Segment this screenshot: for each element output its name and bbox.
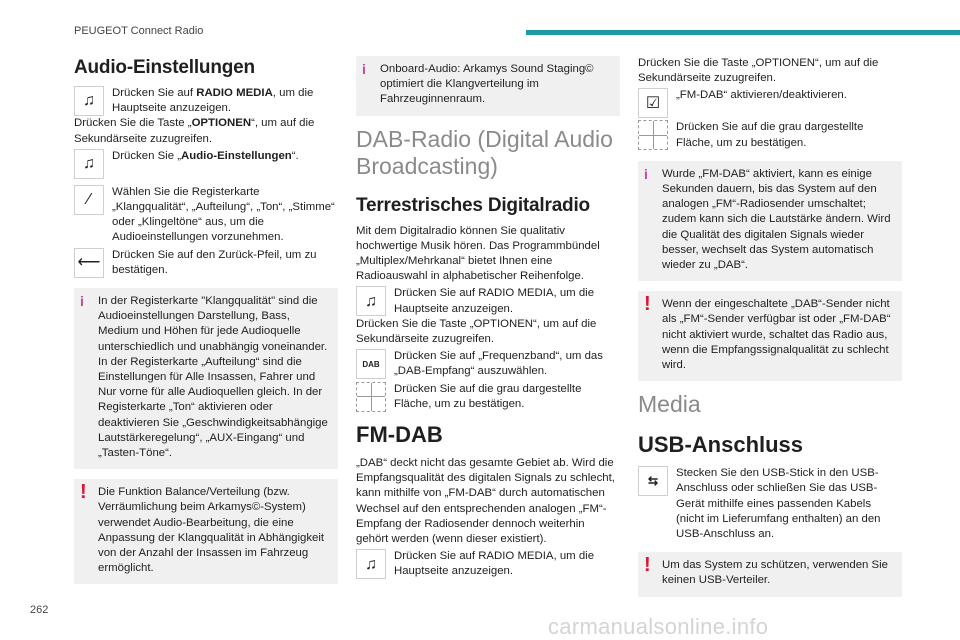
- back-arrow-icon: ⟵: [74, 248, 104, 278]
- warning-text: Wenn der eingeschaltete „DAB“-Sender nicht als „FM“-Sender verfügbar ist oder „FM-DAB“ nicht aktiviert wurde, schaltet das Radio aus, wenn die Empfangssignalqualität zu schlecht wird.: [662, 298, 891, 372]
- warning-text: Um das System zu schützen, verwenden Sie keinen USB-Verteiler.: [662, 559, 889, 587]
- grid-area-icon: [638, 120, 668, 150]
- step-text: Drücken Sie auf die grau dargestellte Fläche, um zu bestätigen.: [676, 121, 864, 149]
- info-icon: i: [362, 61, 366, 77]
- step: [356, 286, 620, 316]
- step-bold: RADIO MEDIA: [196, 87, 273, 99]
- step-text: Drücken Sie auf die grau dargestellte Fläche, um zu bestätigen.: [394, 382, 582, 410]
- step: [638, 466, 902, 542]
- step-text: Drücken Sie die Taste „OPTIONEN“, um auf die Sekundärseite zuzugreifen.: [356, 317, 597, 346]
- step-text: “.: [291, 149, 299, 162]
- info-text: Wurde „FM-DAB“ aktiviert, kann es einige Sekunden dauern, bis das System auf den analogen „FM“-Radiosender umschaltet; zudem kann sich die Lautstärke ändern. Wird die Qualität des digitalen Signals wieder besser, wechselt das System automatisch wieder zu „DAB“.: [662, 167, 891, 272]
- section-title-audio: Audio-Einstellungen: [74, 57, 255, 78]
- step-text: Drücken Sie auf RADIO MEDIA, um die Hauptseite anzuzeigen.: [394, 287, 595, 315]
- warning-box: [638, 291, 902, 381]
- music-settings-icon: ♫: [74, 149, 104, 179]
- step-text: Stecken Sie den USB-Stick in den USB-Anschluss oder schließen Sie das USB-Gerät mithilfe eines passenden Kabels (nicht im Lieferumfang enthalten) an den USB-Anschluss an.: [676, 467, 881, 541]
- running-header: PEUGEOT Connect Radio: [74, 25, 204, 37]
- step-text: Drücken Sie „: [112, 149, 182, 162]
- step-text: Drücken Sie auf „Frequenzband“, um das „DAB-Empfang“ auszuwählen.: [394, 350, 603, 378]
- step-text: Wählen Sie die Registerkarte „Klangqualität“, „Aufteilung“, „Ton“, „Stimme“ oder „Klingeltöne“ aus, um die Audioeinstellungen vorzunehmen.: [112, 185, 335, 244]
- warning-text: Die Funktion Balance/Verteilung (bzw. Verräumlichung beim Arkamys©-System) verwendet Audio-Bearbeitung, die eine Anpassung der Klangqualität in Abhängigkeit von der Anzahl der Insassen im Fahrzeug ermöglicht.: [98, 486, 325, 575]
- section-title-dab: DAB-Radio (Digital Audio Broadcasting): [356, 125, 613, 179]
- info-text: Onboard-Audio: Arkamys Sound Staging© optimiert die Klangverteilung im Fahrzeuginnenraum.: [380, 63, 594, 106]
- warning-box: [74, 479, 338, 584]
- info-box: [356, 56, 620, 116]
- step-text: „FM-DAB“ aktivieren/deaktivieren.: [676, 89, 847, 102]
- step-text: Drücken Sie auf RADIO MEDIA, um die Hauptseite anzuzeigen.: [394, 550, 595, 578]
- dab-icon: DAB: [356, 349, 386, 379]
- info-icon: i: [644, 165, 648, 182]
- step-text: Drücken Sie die Taste „: [74, 117, 192, 130]
- subsection-title-usb: USB-Anschluss: [638, 432, 804, 458]
- info-box: [74, 288, 338, 469]
- paragraph: „DAB“ deckt nicht das gesamte Gebiet ab. Wird die Empfangsqualität des digitalen Signals zu schlecht, kann mithilfe von „FM-DAB“ durch automatischen Wechsel auf den entsprechenden analogen „FM“-Empfang der Radiosender dennoch weiterhin gehört werden (wenn dieser existiert).: [356, 457, 615, 546]
- step: [74, 248, 338, 278]
- step-text: Drücken Sie auf den Zurück-Pfeil, um zu bestätigen.: [112, 248, 317, 276]
- warning-box: [638, 552, 902, 596]
- info-box: [638, 161, 902, 281]
- subsection-title-fmdab: FM-DAB: [356, 422, 443, 448]
- column-2: [356, 56, 620, 580]
- step-text: , um die Hauptseite anzuzeigen.: [112, 87, 314, 115]
- header-accent-bar: [526, 30, 960, 35]
- step: [74, 86, 338, 116]
- warning-icon: !: [644, 554, 651, 577]
- step: [356, 549, 620, 579]
- step: [356, 349, 620, 379]
- watermark: carmanualsonline.info: [548, 614, 769, 639]
- subsection-title: Terrestrisches Digitalradio: [356, 194, 590, 216]
- grid-area-icon: [356, 382, 386, 412]
- paragraph: Mit dem Digitalradio können Sie qualitativ hochwertige Musik hören. Das Programmbündel „Multiplex/Mehrkanal“ bietet Ihnen eine Radioauswahl in alphabetischer Reihenfolge.: [356, 224, 600, 283]
- music-icon: ♫: [356, 549, 386, 579]
- step-bold: OPTIONEN: [191, 117, 252, 130]
- music-icon: ♫: [356, 286, 386, 316]
- music-icon: ♫: [74, 86, 104, 116]
- usb-icon: ⇆: [638, 466, 668, 496]
- warning-icon: !: [80, 481, 87, 504]
- checkbox-icon: ☑: [638, 88, 668, 118]
- step: [638, 120, 902, 150]
- step-text: “, um auf die Sekundärseite zuzugreifen.: [74, 117, 315, 145]
- step: [638, 88, 902, 118]
- step: [356, 382, 620, 412]
- column-1: [74, 56, 338, 594]
- info-icon: i: [80, 293, 84, 310]
- step-text: Drücken Sie auf: [112, 87, 197, 99]
- page-number: 262: [30, 604, 49, 616]
- column-3: [638, 56, 902, 607]
- section-title-media: Media: [638, 391, 701, 418]
- step: [74, 185, 338, 246]
- step-bold: Audio-Einstellungen: [181, 149, 292, 162]
- step: [74, 149, 338, 179]
- warning-icon: !: [644, 293, 651, 316]
- info-text: In der Registerkarte "Klangqualität" sind die Audioeinstellungen Darstellung, Bass, Medium und Höhen für jede Audioquelle unterschiedlich und unabhängig voneinander. In der Registerkarte „Aufteilung“ sind die Einstellungen für Alle Insassen, Fahrer und Nur vorne für alle Audioquellen gleich. In der Registerkarte „Ton“ aktivieren oder deaktivieren Sie „Geschwindigkeitsabhängige Lautstärkeregelung“, „AUX-Eingang“ und „Tasten-Töne“.: [98, 295, 328, 460]
- tab-icon: ⁄: [74, 185, 104, 215]
- step-text: Drücken Sie die Taste „OPTIONEN“, um auf die Sekundärseite zuzugreifen.: [638, 57, 879, 85]
